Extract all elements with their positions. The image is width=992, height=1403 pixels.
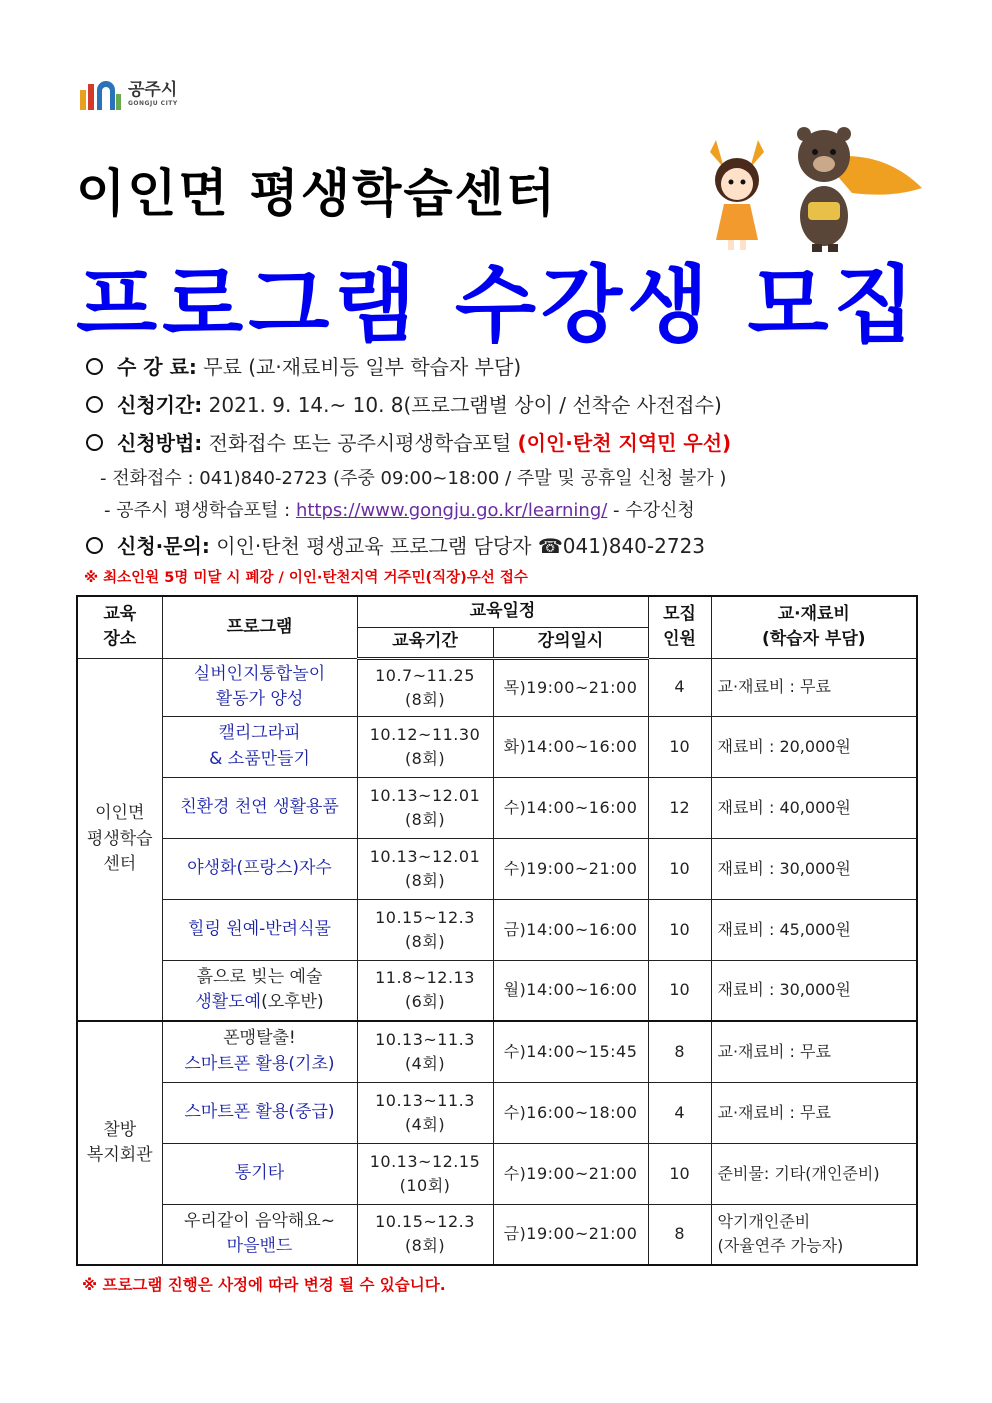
logo-name-en: GONGJU CITY <box>128 99 178 107</box>
program-name: 통기타 <box>162 1143 357 1204</box>
time-cell: 금)14:00~16:00 <box>493 899 648 960</box>
fee-cell: 교·재료비 : 무료 <box>711 1021 917 1082</box>
time-cell: 수)14:00~15:45 <box>493 1021 648 1082</box>
gongju-logo-icon <box>78 76 122 112</box>
count-cell: 4 <box>648 658 711 716</box>
count-cell: 12 <box>648 777 711 838</box>
program-name: 야생화(프랑스)자수 <box>162 838 357 899</box>
header-schedule: 교육일정 <box>357 596 648 627</box>
fee-cell: 재료비 : 45,000원 <box>711 899 917 960</box>
fee-cell: 재료비 : 30,000원 <box>711 838 917 899</box>
time-cell: 수)16:00~18:00 <box>493 1082 648 1143</box>
fee-cell: 악기개인준비 (자율연주 가능자) <box>711 1204 917 1265</box>
program-name: 캘리그라피 & 소품만들기 <box>162 716 357 777</box>
period-cell: 10.7~11.25 (8회) <box>357 658 493 716</box>
recruitment-title: 프로그램 수강생 모집 <box>76 256 920 354</box>
info-contact: 신청·문의: 이인·탄천 평생교육 프로그램 담당자 ☎041)840-2723 <box>86 530 705 559</box>
time-cell: 수)19:00~21:00 <box>493 838 648 899</box>
count-cell: 10 <box>648 1143 711 1204</box>
place-iin: 이인면 평생학습 센터 <box>77 658 162 1021</box>
count-cell: 10 <box>648 838 711 899</box>
circle-bullet-icon <box>86 537 103 554</box>
mascot-illustration <box>702 118 926 254</box>
period-cell: 10.15~12.3 (8회) <box>357 1204 493 1265</box>
period-cell: 10.13~11.3 (4회) <box>357 1021 493 1082</box>
count-cell: 10 <box>648 716 711 777</box>
time-cell: 수)14:00~16:00 <box>493 777 648 838</box>
header-fee: 교·재료비 (학습자 부담) <box>711 596 917 658</box>
table-row <box>77 1021 917 1082</box>
circle-bullet-icon <box>86 358 103 375</box>
table-row <box>77 899 917 960</box>
count-cell: 8 <box>648 1204 711 1265</box>
period-cell: 10.13~12.01 (8회) <box>357 838 493 899</box>
logo-name-ko: 공주시 <box>128 79 178 100</box>
program-name: 스마트폰 활용(중급) <box>162 1082 357 1143</box>
program-name: 힐링 원예-반려식물 <box>162 899 357 960</box>
program-name: 실버인지통합놀이 활동가 양성 <box>162 658 357 716</box>
center-title: 이인면 평생학습센터 <box>76 165 558 224</box>
table-row <box>77 1082 917 1143</box>
table-row <box>77 1143 917 1204</box>
count-cell: 10 <box>648 899 711 960</box>
fee-cell: 재료비 : 20,000원 <box>711 716 917 777</box>
program-name: 폰맹탈출! 스마트폰 활용(기초) <box>162 1021 357 1082</box>
program-name: 친환경 천연 생활용품 <box>162 777 357 838</box>
time-cell: 월)14:00~16:00 <box>493 960 648 1021</box>
count-cell: 8 <box>648 1021 711 1082</box>
period-cell: 11.8~12.13 (6회) <box>357 960 493 1021</box>
program-table <box>76 595 918 1266</box>
info-fee: 수 강 료: 무료 (교·재료비등 일부 학습자 부담) <box>86 351 521 380</box>
fee-cell: 재료비 : 30,000원 <box>711 960 917 1021</box>
table-row <box>77 777 917 838</box>
change-notice: ※ 프로그램 진행은 사정에 따라 변경 될 수 있습니다. <box>82 1276 446 1294</box>
time-cell: 화)14:00~16:00 <box>493 716 648 777</box>
period-cell: 10.15~12.3 (8회) <box>357 899 493 960</box>
period-cell: 10.12~11.30 (8회) <box>357 716 493 777</box>
table-row <box>77 1204 917 1265</box>
program-name: 흙으로 빚는 예술 생활도예(오후반) <box>162 960 357 1021</box>
table-row <box>77 838 917 899</box>
fee-cell: 재료비 : 40,000원 <box>711 777 917 838</box>
header-lecture: 강의일시 <box>493 627 648 658</box>
portal-link[interactable]: https://www.gongju.go.kr/learning/ <box>295 500 608 521</box>
table-row <box>77 716 917 777</box>
place-chalbang: 찰방 복지회관 <box>77 1021 162 1265</box>
sub-portal: - 공주시 평생학습포털 : https://www.gongju.go.kr/learning/ - 수강신청 <box>104 500 695 521</box>
info-period: 신청기간: 2021. 9. 14.~ 10. 8(프로그램별 상이 / 선착순 사전접수) <box>86 389 722 418</box>
time-cell: 목)19:00~21:00 <box>493 658 648 716</box>
time-cell: 금)19:00~21:00 <box>493 1204 648 1265</box>
count-cell: 10 <box>648 960 711 1021</box>
info-method: 신청방법: 전화접수 또는 공주시평생학습포털 (이인·탄천 지역민 우선) <box>86 427 731 456</box>
gongju-logo <box>78 76 178 112</box>
period-cell: 10.13~12.01 (8회) <box>357 777 493 838</box>
circle-bullet-icon <box>86 396 103 413</box>
fee-cell: 교·재료비 : 무료 <box>711 658 917 716</box>
table-row <box>77 658 917 716</box>
period-cell: 10.13~12.15 (10회) <box>357 1143 493 1204</box>
fee-cell: 준비물: 기타(개인준비) <box>711 1143 917 1204</box>
header-program: 프로그램 <box>162 596 357 658</box>
table-row <box>77 960 917 1021</box>
header-place: 교육 장소 <box>77 596 162 658</box>
header-count: 모집 인원 <box>648 596 711 658</box>
time-cell: 수)19:00~21:00 <box>493 1143 648 1204</box>
program-name: 우리같이 음악해요~ 마을밴드 <box>162 1204 357 1265</box>
count-cell: 4 <box>648 1082 711 1143</box>
header-period: 교육기간 <box>357 627 493 658</box>
fee-cell: 교·재료비 : 무료 <box>711 1082 917 1143</box>
period-cell: 10.13~11.3 (4회) <box>357 1082 493 1143</box>
circle-bullet-icon <box>86 434 103 451</box>
closing-notice: ※ 최소인원 5명 미달 시 폐강 / 이인·탄천지역 거주민(직장)우선 접수 <box>84 570 528 586</box>
sub-phone: - 전화접수 : 041)840-2723 (주중 09:00~18:00 / 주말 및 공휴일 신청 불가 ) <box>100 468 727 489</box>
